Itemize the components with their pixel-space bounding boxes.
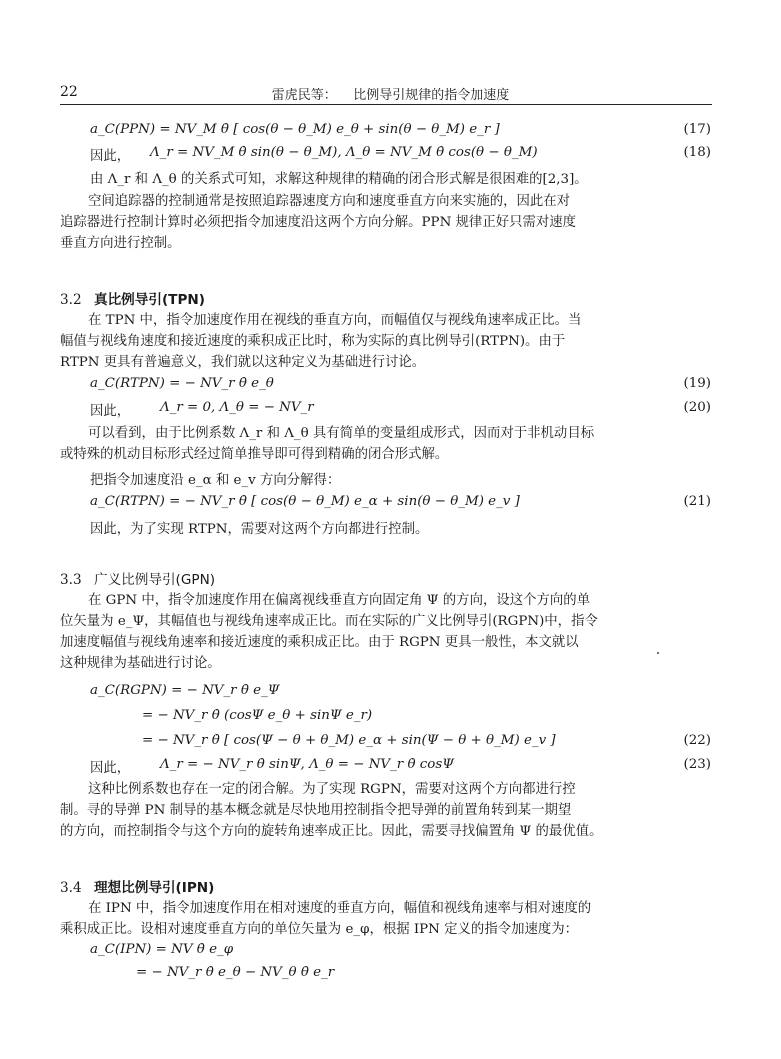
equation-21: a_C(RTPN) = − NV_r θ̇ [ cos(θ − θ_M) e_α + sin(θ − θ_M) e_v ]	[90, 494, 520, 509]
text-line: 的方向，而控制指令与这个方向的旋转角速率成正比。因此，需要寻找偏置角 Ψ 的最优值。	[60, 824, 603, 839]
section-title: 真比例导引(TPN)	[94, 292, 206, 308]
equation-24a: a_C(IPN) = NV θ̇ e_φ	[90, 942, 234, 957]
equation-24b: = − NV_r θ̇ e_θ − NV_θ θ̇ e_r	[136, 965, 335, 980]
paragraph: 因此，为了实现 RTPN，需要对这两个方向都进行控制。	[90, 522, 429, 537]
section-heading	[60, 288, 205, 308]
header-rule	[60, 104, 712, 105]
section-number: 3.4	[60, 880, 82, 896]
text-line: 这种比例系数也存在一定的闭合解。为了实现 RGPN，需要对这两个方向都进行控	[88, 782, 576, 797]
text-line: 乘积成正比。设相对速度垂直方向的单位矢量为 e_φ，根据 IPN 定义的指令加速度为：	[60, 922, 579, 937]
equation-23: Λ_r = − NV_r θ̇ sinΨ, Λ_θ = − NV_r θ̇ cosΨ	[160, 757, 454, 772]
paragraph	[60, 423, 712, 465]
section-heading	[60, 568, 215, 588]
section-title: 广义比例导引(GPN)	[94, 572, 216, 588]
section-title: 理想比例导引(IPN)	[94, 880, 215, 896]
page-number: 22	[60, 84, 78, 100]
equation-number: (18)	[683, 145, 711, 160]
running-title: 雷虎民等： 比例导引规律的指令加速度	[271, 88, 510, 103]
paragraph	[60, 310, 712, 373]
equation-17: a_C(PPN) = NV_M θ̇ [ cos(θ − θ_M) e_θ + sin(θ − θ_M) e_r ]	[90, 122, 500, 137]
equation-number: (23)	[683, 757, 711, 772]
therefore-label: 因此，	[90, 149, 131, 164]
text-line: 在 GPN 中，指令加速度作用在偏离视线垂直方向固定角 Ψ 的方向，设这个方向的单	[88, 593, 591, 608]
text-line: 空间追踪器的控制通常是按照追踪器速度方向和速度垂直方向来实施的，因此在对	[88, 194, 571, 209]
equation-number: (19)	[683, 376, 711, 391]
section-heading	[60, 876, 214, 896]
equation-number: (22)	[683, 733, 711, 748]
section-number: 3.3	[60, 572, 82, 588]
equation-19: a_C(RTPN) = − NV_r θ̇ e_θ	[90, 376, 274, 391]
text-line: 在 IPN 中，指令加速度作用在相对速度的垂直方向，幅值和视线角速率与相对速度的	[88, 901, 592, 916]
text-line: 位矢量为 e_Ψ，其幅值也与视线角速率成正比。而在实际的广义比例导引(RGPN)中，指令	[60, 614, 598, 629]
equation-22c: = − NV_r θ̇ [ cos(Ψ − θ + θ_M) e_α + sin(Ψ − θ + θ_M) e_v ]	[142, 733, 556, 748]
equation-18: Λ_r = NV_M θ̇ sin(θ − θ_M), Λ_θ = NV_M θ̇ cos(θ − θ_M)	[150, 145, 538, 160]
speck	[657, 652, 659, 654]
section-number: 3.2	[60, 292, 82, 308]
text-line: 制。寻的导弹 PN 制导的基本概念就是尽快地用控制指令把导弹的前置角转到某一期望	[60, 803, 572, 818]
paragraph	[60, 590, 712, 674]
therefore-label: 因此，	[90, 761, 131, 776]
equation-number: (17)	[683, 122, 711, 137]
text-line: RTPN 更具有普遍意义，我们就以这种定义为基础进行讨论。	[60, 355, 426, 370]
text-line: 在 TPN 中，指令加速度作用在视线的垂直方向，而幅值仅与视线角速率成正比。当	[88, 313, 582, 328]
text-line: 加速度幅值与视线角速率和接近速度的乘积成正比。由于 RGPN 更具一般性，本文就以	[60, 635, 579, 650]
paragraph	[60, 779, 712, 842]
equation-number: (20)	[683, 400, 711, 415]
paragraph	[60, 191, 712, 254]
text-line: 幅值与视线角速度和接近速度的乘积成正比时，称为实际的真比例导引(RTPN)。由于	[60, 334, 566, 349]
text-line: 这种规律为基础进行讨论。	[60, 656, 221, 671]
paragraph: 把指令加速度沿 e_α 和 e_v 方向分解得：	[90, 473, 341, 488]
equation-number: (21)	[683, 494, 711, 509]
paragraph	[60, 898, 712, 940]
therefore-label: 因此，	[90, 404, 131, 419]
text-line: 可以看到，由于比例系数 Λ_r 和 Λ_θ 具有简单的变量组成形式，因而对于非机动目标	[88, 426, 595, 441]
text-line: 垂直方向进行控制。	[60, 236, 181, 251]
text-line: 追踪器进行控制计算时必须把指令加速度沿这两个方向分解。PPN 规律正好只需对速度	[60, 215, 577, 230]
paragraph: 由 Λ_r 和 Λ_θ 的关系式可知，求解这种规律的精确的闭合形式解是很困难的[2,3]。	[90, 172, 588, 187]
text-line: 或特殊的机动目标形式经过简单推导即可得到精确的闭合形式解。	[60, 447, 449, 462]
equation-22a: a_C(RGPN) = − NV_r θ̇ e_Ψ	[90, 683, 280, 698]
equation-20: Λ_r = 0, Λ_θ = − NV_r	[160, 400, 314, 415]
equation-22b: = − NV_r θ̇ (cosΨ e_θ + sinΨ e_r)	[142, 708, 373, 723]
